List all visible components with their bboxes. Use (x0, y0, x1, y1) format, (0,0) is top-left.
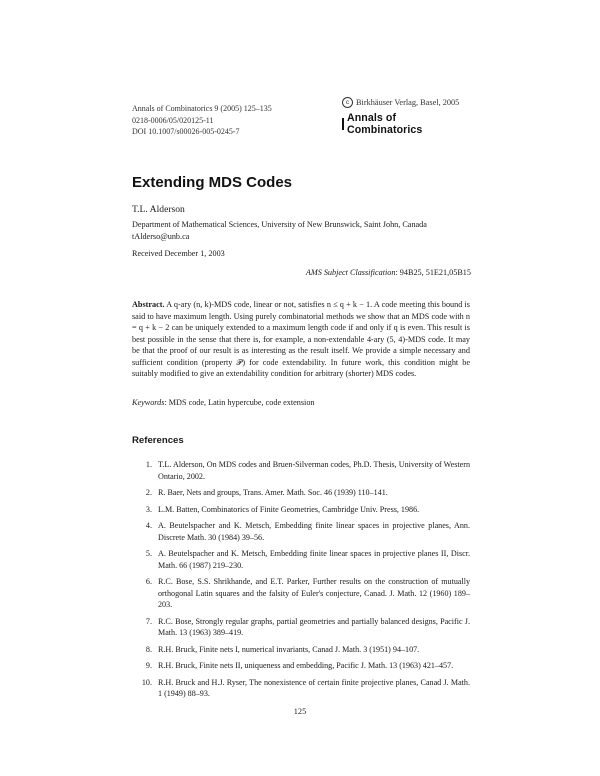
reference-number: 3. (145, 504, 152, 514)
reference-text: R.H. Bruck, Finite nets I, numerical invariants, Canad J. Math. 3 (1951) 94–107. (158, 644, 420, 654)
reference-number: 5. (145, 549, 152, 558)
abstract-label: Abstract. (132, 300, 165, 309)
reference-text: R.C. Bose, Strongly regular graphs, partial geometries and partially balanced designs, Pacific J. Math. 13 (1963) 389–419. (158, 616, 470, 637)
received-date: Received December 1, 2003 (132, 249, 225, 258)
publisher-block (342, 97, 472, 136)
journal-logo-bar (342, 118, 344, 130)
reference-number: 9. (145, 661, 152, 670)
reference-text: A. Beutelspacher and K. Metsch, Embedding finite linear spaces in projective planes II, Discr. Math. 66 (1987) 219–230. (158, 549, 470, 570)
ams-codes: : 94B25, 51E21,05B15 (395, 268, 471, 277)
journal-name: Annals of Combinatorics (346, 112, 423, 136)
copyright-icon: c (342, 97, 353, 108)
journal-line: Annals of Combinatorics 9 (2005) 125–135 (132, 104, 272, 113)
reference-number: 6. (145, 577, 152, 586)
reference-item (132, 487, 470, 499)
reference-number: 8. (145, 644, 152, 654)
journal-logo (342, 112, 472, 136)
reference-number: 4. (145, 521, 152, 530)
reference-number: 2. (145, 488, 152, 497)
abstract (132, 299, 470, 380)
affiliation-block (132, 219, 427, 243)
reference-item (132, 677, 470, 700)
doi-line: DOI 10.1007/s00026-005-0245-7 (132, 127, 240, 136)
keywords-label: Keywords (132, 398, 165, 407)
ams-label: AMS Subject Classification (305, 268, 396, 277)
reference-item (132, 504, 470, 516)
reference-item (132, 660, 470, 672)
reference-text: R.C. Bose, S.S. Shrikhande, and E.T. Parker, Further results on the construction of mutually orthogonal Latin squares and the falsity of Euler's conjecture, Canad. J. Math. 12 (1960) 189–203. (158, 577, 470, 609)
reference-list (132, 459, 470, 705)
keywords (132, 398, 315, 407)
reference-item (132, 459, 470, 482)
reference-item (132, 548, 470, 571)
journal-citation-block (132, 103, 272, 138)
paper-title: Extending MDS Codes (132, 174, 293, 191)
references-heading: References (132, 435, 184, 446)
reference-number: 7. (145, 616, 152, 626)
affiliation: Department of Mathematical Sciences, University of New Brunswick, Saint John, Canada (132, 220, 427, 229)
reference-text: R.H. Bruck and H.J. Ryser, The nonexistence of certain finite projective planes, Canad J. Math. 1 (1949) 88–93. (158, 677, 470, 698)
ams-classification (306, 268, 471, 277)
author-email: tAlderso@unb.ca (132, 232, 190, 241)
reference-text: R.H. Bruck, Finite nets II, uniqueness and embedding, Pacific J. Math. 13 (1963) 421–457. (158, 661, 454, 670)
reference-item (132, 644, 470, 656)
publisher-line: Birkhäuser Verlag, Basel, 2005 (356, 98, 460, 107)
reference-item (132, 576, 470, 611)
reference-number: 1. (145, 460, 152, 469)
reference-item (132, 616, 470, 639)
page-number: 125 (293, 707, 307, 716)
author-name: T.L. Alderson (132, 204, 185, 215)
reference-text: L.M. Batten, Combinatorics of Finite Geometries, Cambridge Univ. Press, 1986. (158, 504, 420, 514)
copyright-line (342, 97, 472, 108)
reference-text: R. Baer, Nets and groups, Trans. Amer. Math. Soc. 46 (1939) 110–141. (158, 488, 388, 497)
reference-item (132, 520, 470, 543)
keywords-text: : MDS code, Latin hypercube, code extension (164, 398, 315, 407)
reference-text: A. Beutelspacher and K. Metsch, Embedding finite linear spaces in projective planes, Ann. Discrete Math. 30 (1984) 39–56. (158, 521, 470, 542)
reference-number: 10. (141, 677, 152, 687)
abstract-text: A q-ary (n, k)-MDS code, linear or not, satisfies n ≤ q + k − 1. A code meeting this bound is said to have maximum length. Using purely combinatorial methods we show that an MDS code with n = q + k − 2 can be uniquely extended to a maximum length code if and only if q is even. This result is best possible in the sense that there is, for example, a non-extendable 4-ary (5, 4)-MDS code. It may be that the proof of our result is as interesting as the result itself. We provide a simple necessary and sufficient condition (property 𝒫) for code extendability. In future work, this condition might be suitably modified to give an extendability condition for arbitrary (shorter) MDS codes. (132, 300, 470, 378)
reference-text: T.L. Alderson, On MDS codes and Bruen-Silverman codes, Ph.D. Thesis, University of Western Ontario, 2002. (158, 460, 470, 481)
issn-line: 0218-0006/05/020125-11 (132, 115, 214, 125)
